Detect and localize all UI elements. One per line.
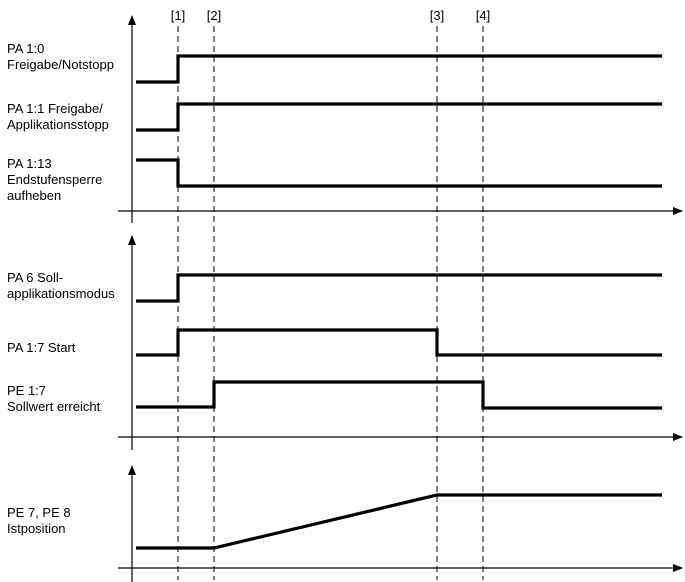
signal-label-line: Applikationsstopp: [7, 117, 109, 132]
signal-label-line: PA 1:13: [7, 156, 52, 171]
signal-trace-pe-7-pe-8: [136, 495, 662, 548]
signal-label-pa-1-1: [7, 101, 109, 132]
signal-label-line: Endstufensperre: [7, 172, 103, 187]
signal-label-line: PE 7, PE 8: [7, 505, 71, 520]
signal-label-line: PE 1:7: [7, 383, 47, 398]
signal-label-line: PA 1:1 Freigabe/: [7, 101, 103, 116]
signal-label-line: PA 1:0: [7, 41, 45, 56]
signal-label-line: PA 6 Soll-: [7, 270, 64, 285]
signal-label-pa-1-7: [7, 340, 76, 355]
signal-label-line: PA 1:7 Start: [7, 340, 76, 355]
panel-enable-signals: [7, 16, 682, 223]
panel-mode-signals: [7, 236, 682, 450]
signal-label-pa-1-0: [7, 41, 114, 72]
marker-1-label: [1]: [170, 8, 186, 23]
signal-trace-pe-1-7: [136, 382, 662, 408]
signal-label-line: aufheben: [7, 188, 62, 203]
signal-trace-pa-6: [136, 275, 662, 301]
signal-label-line: applikationsmodus: [7, 286, 115, 301]
signal-trace-pa-1-1: [136, 104, 662, 130]
signal-label-pa-6: [7, 270, 115, 301]
signal-label-pe-1-7: [7, 383, 101, 414]
signal-label-line: Sollwert erreicht: [7, 399, 101, 414]
marker-2-label: [2]: [206, 8, 222, 23]
signal-label-pa-1-13: [7, 156, 106, 203]
marker-3-label: [3]: [429, 8, 445, 23]
signal-label-pe-7-pe-8: [7, 505, 74, 536]
signal-label-line: Freigabe/Notstopp: [7, 57, 114, 72]
marker-4-label: [4]: [475, 8, 491, 23]
panel-position: [7, 466, 682, 582]
signal-trace-pa-1-0: [136, 56, 662, 82]
signal-trace-pa-1-7: [136, 330, 662, 355]
signal-trace-pa-1-13: [136, 160, 662, 186]
signal-label-line: Istposition: [7, 521, 66, 536]
